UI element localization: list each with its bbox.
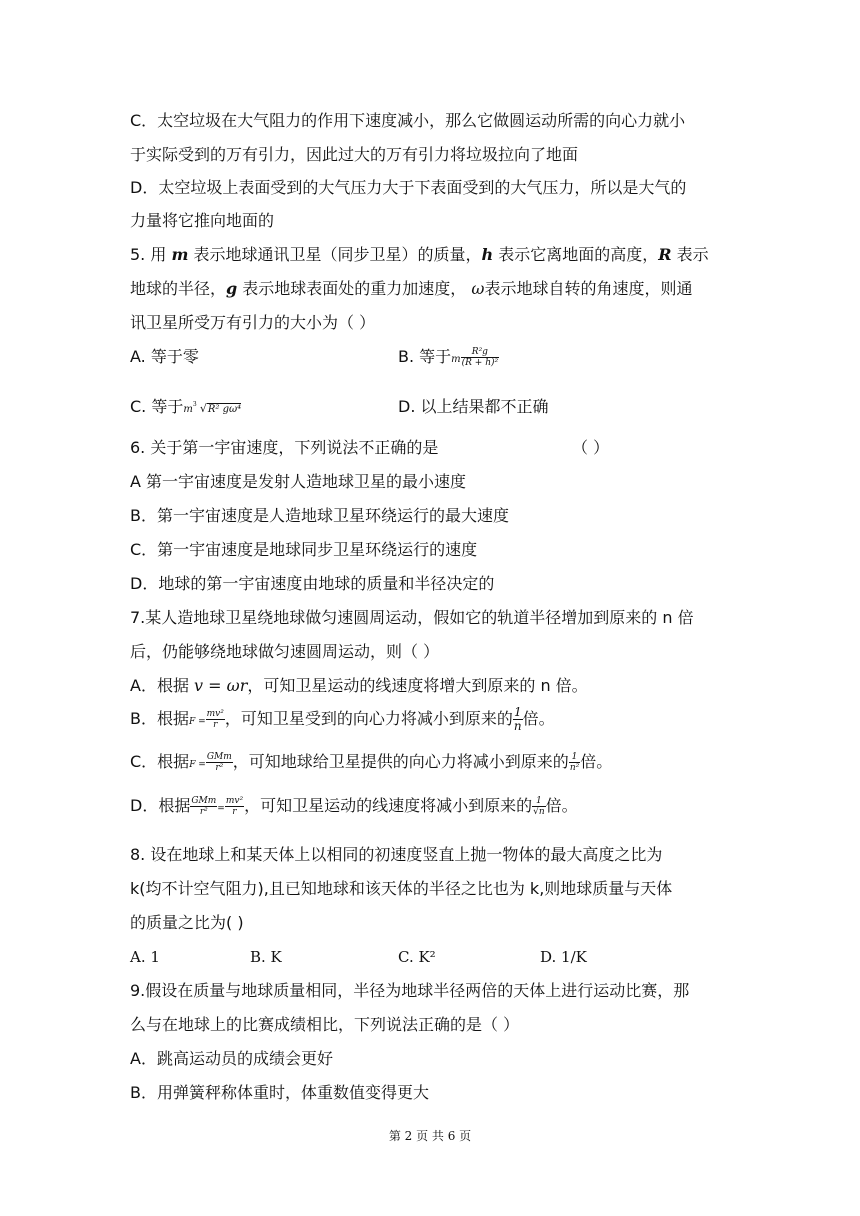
q5-option-c: C. 等于m 3 √R² gω⁴ (130, 396, 241, 421)
q6-option-d: D．地球的第一宇宙速度由地球的质量和半径决定的 (130, 574, 495, 593)
q8-stem-line3: 的质量之比为( ) (130, 913, 244, 932)
q7-d-left-fraction: $\frac{\text{GMm}}{\text{r²}}$ (191, 796, 217, 817)
q7-d-right-fraction: $\frac{\text{mv²}}{r}$ (225, 796, 244, 817)
q8-option-b: B. K (250, 948, 282, 966)
q6-option-c: C．第一宇宙速度是地球同步卫星环绕运行的速度 (130, 540, 478, 559)
q6-option-b: B．第一宇宙速度是人造地球卫星环绕运行的最大速度 (130, 506, 509, 525)
q7-stem-line2: 后，仍能够绕地球做匀速圆周运动，则（ ） (130, 642, 440, 661)
q9-stem-line2: 么与在地球上的比赛成绩相比，下列说法正确的是（ ） (130, 1015, 520, 1034)
q8-option-d: D. 1/K (540, 948, 587, 966)
q7-stem-line1: 7.某人造地球卫星绕地球做匀速圆周运动，假如它的轨道半径增加到原来的 n 倍 (130, 608, 694, 627)
q7-option-c: C．根据F = $\frac{\text{GMm}}{\text{r²}}$ ，可知地球给卫星提供的向心力将减小到原来的 $\frac{1}{\text{n²}}$ 倍。 (130, 752, 613, 773)
q9-option-a: A．跳高运动员的成绩会更好 (130, 1049, 333, 1068)
cube-root: 3 √R² gω⁴ (192, 401, 242, 415)
q5-option-d: D. 以上结果都不正确 (398, 397, 549, 416)
q6-stem: 6. 关于第一宇宙速度，下列说法不正确的是 (130, 438, 439, 457)
q4-option-c-line1: C．太空垃圾在大气阻力的作用下速度减小，那么它做圆运动所需的向心力就小 (130, 111, 686, 130)
q8-option-a: A. 1 (130, 948, 160, 966)
q4-option-d-line2: 力量将它推向地面的 (130, 211, 275, 230)
q5-option-b: B. 等于m $\frac{\text{R²g}}{\text{(R + h)²}}$ (398, 347, 499, 368)
q7-c-formula-fraction: $\frac{\text{GMm}}{\text{r²}}$ (206, 752, 232, 773)
q7-b-formula-fraction: $\frac{\text{mv²}}{r}$ (206, 709, 224, 730)
q8-stem-line2: k(均不计空气阻力),且已知地球和该天体的半径之比也为 k,则地球质量与天体 (130, 879, 673, 898)
q7-d-ratio-fraction: $\frac{1}{√n}$ (533, 796, 545, 817)
q5-stem-line1: 5. 用 m 表示地球通讯卫星（同步卫星）的质量，h 表示它离地面的高度，R 表示 (130, 245, 709, 264)
q7-option-d: D．根据 $\frac{\text{GMm}}{\text{r²}}$ = $\frac{\text{mv²}}{r}$ ，可知卫星运动的线速度将减小到原来的 $\frac{1}{√n}$ 倍。 (130, 796, 578, 817)
q7-c-ratio-fraction: $\frac{1}{\text{n²}}$ (569, 752, 580, 773)
page-footer: 第 2 页 共 6 页 (388, 1129, 472, 1143)
q5-b-fraction: $\frac{\text{R²g}}{\text{(R + h)²}}$ (461, 347, 499, 368)
q5-stem-line2: 地球的半径，g 表示地球表面处的重力加速度， ω表示地球自转的角速度，则通 (130, 279, 693, 298)
q9-stem-line1: 9.假设在质量与地球质量相同，半径为地球半径两倍的天体上进行运动比赛，那 (130, 981, 690, 1000)
q5-option-a: A. 等于零 (130, 347, 199, 366)
q9-option-b: B．用弹簧秤称体重时，体重数值变得更大 (130, 1083, 429, 1102)
q8-stem-line1: 8. 设在地球上和某天体上以相同的初速度竖直上抛一物体的最大高度之比为 (130, 845, 663, 864)
q7-option-a: A．根据 v = ωr，可知卫星运动的线速度将增大到原来的 n 倍。 (130, 676, 588, 695)
q6-option-a: A 第一宇宙速度是发射人造地球卫星的最小速度 (130, 472, 467, 491)
q8-option-c: C. K² (398, 948, 436, 966)
q4-option-d-line1: D．太空垃圾上表面受到的大气压力大于下表面受到的大气压力，所以是大气的 (130, 178, 687, 197)
q4-option-c-line2: 于实际受到的万有引力，因此过大的万有引力将垃圾拉向了地面 (130, 145, 579, 164)
q5-stem-line3: 讯卫星所受万有引力的大小为（ ） (130, 313, 376, 332)
mass-symbol: m (451, 354, 461, 365)
q7-option-b: B．根据F = $\frac{\text{mv²}}{r}$ ，可知卫星受到的向心力将减小到原来的 $\frac{1}{n}$ 倍。 (130, 705, 555, 733)
q7-b-ratio-fraction: $\frac{1}{n}$ (513, 705, 522, 733)
q6-answer-paren: （ ） (572, 438, 610, 457)
